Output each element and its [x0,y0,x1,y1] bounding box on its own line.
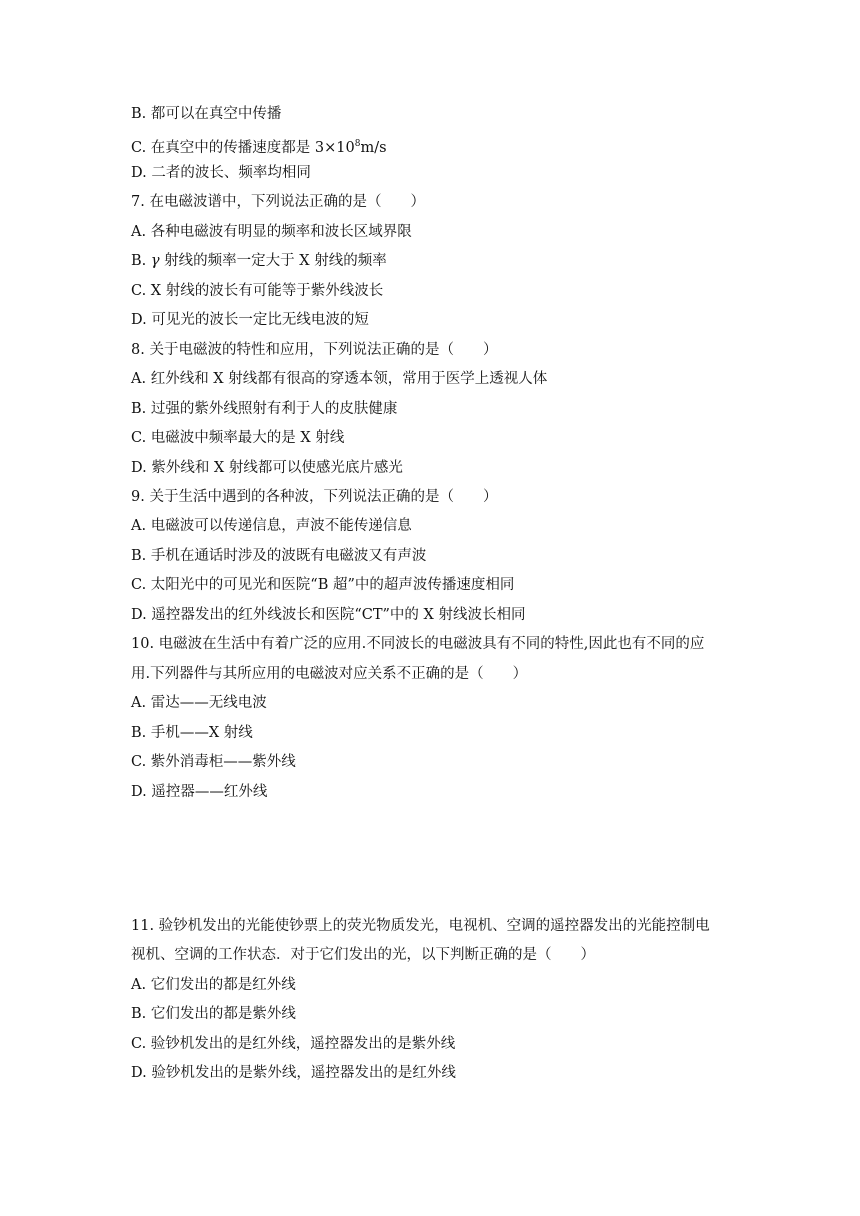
q11-option-a: A. 它们发出的都是红外线 [131,977,296,993]
q7-option-b: B. γ 射线的频率一定大于 X 射线的频率 [131,253,387,269]
q11-option-b: B. 它们发出的都是紫外线 [131,1006,296,1022]
gamma-symbol: γ [150,253,160,269]
q9-option-d: D. 遥控器发出的红外线波长和医院“CT”中的 X 射线波长相同 [131,607,526,623]
q9-option-a: A. 电磁波可以传递信息，声波不能传递信息 [131,518,412,534]
q10-option-b: B. 手机——X 射线 [131,725,253,741]
q9-option-b: B. 手机在通话时涉及的波既有电磁波又有声波 [131,548,427,564]
q8-option-d: D. 紫外线和 X 射线都可以使感光底片感光 [131,460,403,476]
q8-option-a: A. 红外线和 X 射线都有很高的穿透本领，常用于医学上透视人体 [131,371,548,387]
q10-option-d: D. 遥控器——红外线 [131,784,268,800]
exponent: 8 [354,139,361,149]
q6-option-b: B. 都可以在真空中传播 [131,106,282,122]
question-11-line-1: 11. 验钞机发出的光能使钞票上的荧光物质发光，电视机、空调的遥控器发出的光能控制电 [131,918,710,934]
question-9: 9. 关于生活中遇到的各种波，下列说法正确的是（ ） [131,489,498,505]
question-8: 8. 关于电磁波的特性和应用，下列说法正确的是（ ） [131,342,498,358]
q10-option-c: C. 紫外消毒柜——紫外线 [131,754,296,770]
q7-option-d: D. 可见光的波长一定比无线电波的短 [131,312,369,328]
question-7: 7. 在电磁波谱中，下列说法正确的是（ ） [131,194,425,210]
q7-option-c: C. X 射线的波长有可能等于紫外线波长 [131,283,384,299]
q7-option-a: A. 各种电磁波有明显的频率和波长区域界限 [131,224,412,240]
question-10-line-1: 10. 电磁波在生活中有着广泛的应用.不同波长的电磁波具有不同的特性,因此也有不同的应 [131,636,705,652]
q9-option-c: C. 太阳光中的可见光和医院“B 超”中的超声波传播速度相同 [131,577,515,593]
question-10-line-2: 用.下列器件与其所应用的电磁波对应关系不正确的是（ ） [131,666,528,682]
q10-option-a: A. 雷达——无线电波 [131,695,267,711]
q11-option-d: D. 验钞机发出的是紫外线，遥控器发出的是红外线 [131,1065,456,1081]
q6-option-c: C. 在真空中的传播速度都是 $3\times 10^8m/s$ [131,139,387,156]
question-11-line-2: 视机、空调的工作状态．对于它们发出的光，以下判断正确的是（ ） [131,947,595,963]
q6-option-d: D. 二者的波长、频率均相同 [131,165,311,181]
q8-option-c: C. 电磁波中频率最大的是 X 射线 [131,430,345,446]
q11-option-c: C. 验钞机发出的是红外线，遥控器发出的是紫外线 [131,1036,456,1052]
q8-option-b: B. 过强的紫外线照射有利于人的皮肤健康 [131,401,398,417]
